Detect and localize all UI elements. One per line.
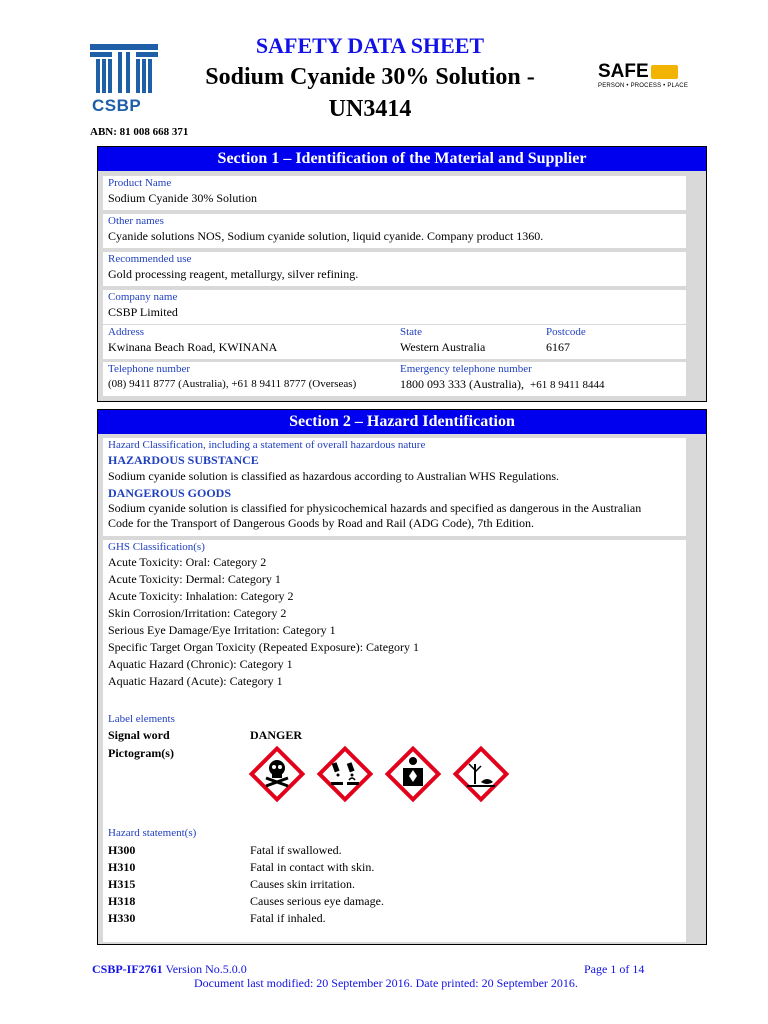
hazard-statement-row [108, 859, 668, 876]
company-name-value: CSBP Limited [108, 305, 178, 319]
hazard-statement-row [108, 910, 668, 927]
footer-doc-code: CSBP-IF2761 [92, 962, 163, 976]
postcode-value: 6167 [546, 340, 570, 354]
hazard-classification-label: Hazard Classification, including a statement of overall hazardous nature [108, 439, 426, 451]
ghs-item: Serious Eye Damage/Eye Irritation: Category 1 [108, 623, 336, 637]
hazard-code: H318 [108, 894, 136, 908]
environment-icon [451, 744, 511, 804]
other-names-field [103, 214, 686, 248]
section-1 [97, 146, 707, 402]
document-title: SAFETY DATA SHEET [255, 33, 485, 58]
recommended-use-value: Gold processing reagent, metallurgy, silver refining. [108, 267, 359, 281]
recommended-use-field [103, 252, 686, 286]
dangerous-goods-line1: Sodium cyanide solution is classified for physicochemical hazards and specified as dangerous in the Australian [108, 501, 642, 515]
state-label: State [400, 326, 422, 338]
safe-logo-sub: PERSON • PROCESS • PLACE [598, 83, 689, 89]
hazard-code: H310 [108, 860, 136, 874]
state-value: Western Australia [400, 340, 486, 354]
corrosion-icon [315, 744, 375, 804]
product-title-line2: UN3414 [328, 96, 412, 122]
dangerous-goods-heading: DANGEROUS GOODS [108, 486, 232, 500]
ghs-item: Acute Toxicity: Dermal: Category 1 [108, 572, 281, 586]
safe-logo-main: SAFE [598, 61, 649, 82]
ghs-item: Skin Corrosion/Irritation: Category 2 [108, 606, 287, 620]
hazard-statements-label: Hazard statement(s) [108, 827, 197, 839]
company-name-field [103, 290, 686, 324]
ghs-item: Acute Toxicity: Oral: Category 2 [108, 555, 267, 569]
dangerous-goods-line2: Code for the Transport of Dangerous Goods by Road and Rail (ADG Code), 7th Edition. [108, 516, 534, 530]
ghs-classification-field [103, 540, 686, 942]
section-2 [97, 409, 707, 945]
hazard-code: H300 [108, 843, 136, 857]
hazard-statement-row [108, 893, 668, 910]
hazardous-substance-text: Sodium cyanide solution is classified as hazardous according to Australian WHS Regulations. [108, 469, 560, 483]
recommended-use-label: Recommended use [108, 253, 192, 265]
product-name-label: Product Name [108, 177, 172, 189]
other-names-label: Other names [108, 215, 164, 227]
ghs-item: Acute Toxicity: Inhalation: Category 2 [108, 589, 294, 603]
section-1-header: Section 1 – Identification of the Material and Supplier [98, 147, 706, 171]
section-2-header: Section 2 – Hazard Identification [98, 410, 706, 434]
hazard-text: Causes serious eye damage. [250, 894, 384, 908]
signal-word-label: Signal word [108, 728, 170, 742]
postcode-label: Postcode [546, 326, 586, 338]
hazard-text: Causes skin irritation. [250, 877, 355, 891]
ghs-item: Specific Target Organ Toxicity (Repeated Exposure): Category 1 [108, 640, 420, 654]
address-label: Address [108, 326, 145, 338]
hazard-text: Fatal if inhaled. [250, 911, 326, 925]
company-name-label: Company name [108, 291, 178, 303]
csbp-logo-text: CSBP [92, 96, 142, 115]
footer-version: Version No.5.0.0 [165, 962, 247, 976]
address-field [103, 325, 686, 359]
product-title-line1: Sodium Cyanide 30% Solution - [205, 64, 535, 90]
ghs-item: Aquatic Hazard (Acute): Category 1 [108, 674, 283, 688]
abn-number: ABN: 81 008 668 371 [90, 126, 189, 138]
other-names-value: Cyanide solutions NOS, Sodium cyanide solution, liquid cyanide. Company product 1360. [108, 229, 544, 243]
telephone-field [103, 362, 686, 396]
signal-word-value: DANGER [250, 728, 303, 742]
safe-logo-icon [651, 65, 678, 79]
skull-crossbones-icon [247, 744, 307, 804]
footer-page-number: Page 1 of 14 [584, 962, 645, 976]
pictogram-row [247, 744, 511, 804]
hazard-classification-field [103, 438, 686, 536]
safe-logo [598, 61, 689, 94]
label-elements-label: Label elements [108, 713, 175, 725]
hazard-code: H330 [108, 911, 136, 925]
telephone-label: Telephone number [108, 363, 191, 375]
ghs-label: GHS Classification(s) [108, 541, 205, 553]
ghs-item: Aquatic Hazard (Chronic): Category 1 [108, 657, 293, 671]
product-name-value: Sodium Cyanide 30% Solution [108, 191, 258, 205]
address-value: Kwinana Beach Road, KWINANA [108, 340, 278, 354]
emergency-label: Emergency telephone number [400, 363, 532, 375]
hazard-statement-row [108, 842, 668, 859]
footer-dates: Document last modified: 20 September 2016. Date printed: 20 September 2016. [194, 976, 578, 990]
product-name-field [103, 176, 686, 210]
title-block [170, 32, 570, 124]
footer-left [92, 962, 247, 977]
hazardous-substance-heading: HAZARDOUS SUBSTANCE [108, 453, 259, 467]
hazard-statement-row [108, 876, 668, 893]
telephone-value: (08) 9411 8777 (Australia), +61 8 9411 8777 (Overseas) [108, 378, 357, 390]
hazard-text: Fatal in contact with skin. [250, 860, 375, 874]
hazard-text: Fatal if swallowed. [250, 843, 342, 857]
emergency-overseas-value: +61 8 9411 8444 [529, 379, 605, 391]
pictograms-label: Pictogram(s) [108, 746, 174, 760]
emergency-value: 1800 093 333 (Australia), [400, 377, 524, 391]
health-hazard-icon [383, 744, 443, 804]
hazard-code: H315 [108, 877, 136, 891]
